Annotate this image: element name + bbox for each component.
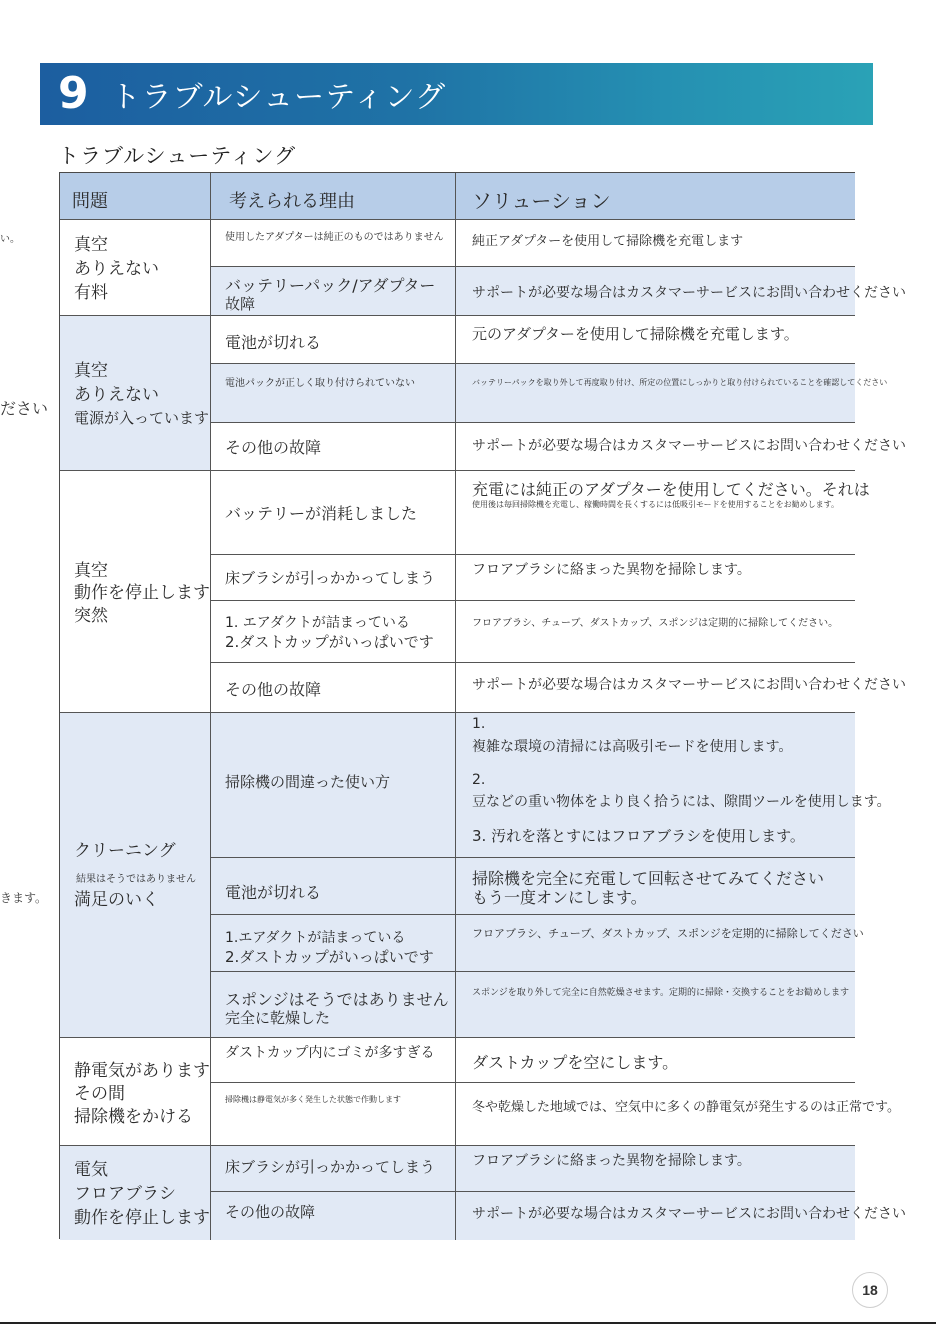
- problem-5-line-2: その間: [74, 1084, 125, 1104]
- reason-2-3: その他の故障: [225, 438, 322, 457]
- problem-1-line-3: 有料: [74, 283, 108, 303]
- solution-2-2: バッテリーパックを取り外して再度取り付け、所定の位置にしっかりと取り付けられていることを確認してください: [472, 378, 888, 387]
- solution-5-1: ダストカップを空にします。: [472, 1053, 679, 1072]
- header-problem-cell: [60, 173, 211, 220]
- solution-cell-5-1: [456, 1038, 855, 1083]
- reason-cell-3-1: [211, 471, 456, 555]
- solution-5-2: 冬や乾燥した地域では、空気中に多くの静電気が発生するのは正常です。: [472, 1100, 900, 1115]
- header-problem: 問題: [72, 191, 108, 212]
- solution-3-4: サポートが必要な場合はカスタマーサービスにお問い合わせください: [472, 677, 906, 693]
- solution-6-1: フロアブラシに絡まった異物を掃除します。: [472, 1153, 751, 1169]
- chapter-title: トラブルシューティング: [110, 80, 447, 115]
- reason-5-2: 掃除機は静電気が多く発生した状態で作動します: [225, 1095, 401, 1104]
- edge-text-2: ださい: [0, 399, 49, 418]
- reason-4-3-line-2: 2.ダストカップがいっぱいです: [225, 948, 434, 966]
- section-title: トラブルシューティング: [58, 144, 297, 168]
- problem-cell-1: [60, 220, 211, 316]
- reason-cell-1-2: [211, 267, 456, 316]
- reason-cell-1-1: [211, 220, 456, 267]
- reason-cell-4-3: [211, 915, 456, 972]
- reason-3-3-line-2: 2.ダストカップがいっぱいです: [225, 633, 434, 651]
- solution-4-1-line-3: 2.: [472, 772, 486, 788]
- solution-cell-2-1: [456, 316, 855, 364]
- solution-3-1: 充電には純正のアダプターを使用してください。それは: [472, 480, 870, 499]
- problem-5-line-1: 静電気があります: [74, 1061, 210, 1081]
- solution-cell-2-2: [456, 364, 888, 423]
- solution-cell-3-4: [456, 663, 906, 713]
- solution-cell-3-3: [456, 601, 855, 663]
- problem-cell-4: [60, 713, 211, 1038]
- reason-4-3-line-1: 1.エアダクトが詰まっている: [225, 930, 406, 946]
- solution-2-3: サポートが必要な場合はカスタマーサービスにお問い合わせください: [472, 438, 906, 454]
- problem-cell-6: [60, 1146, 211, 1240]
- header-reason: 考えられる理由: [229, 191, 355, 212]
- reason-1-2-line-1: バッテリーパック/アダプター: [225, 276, 436, 295]
- solution-cell-4-1: [456, 713, 891, 858]
- solution-cell-3-2: [456, 555, 855, 601]
- solution-3-1-note: 使用後は毎回掃除機を充電し、稼働時間を長くするには低吸引モードを使用することをお勧めします。: [472, 500, 840, 509]
- reason-1-2-line-2: 故障: [225, 295, 256, 313]
- problem-4-line-1: クリーニング: [74, 841, 176, 861]
- problem-4-line-3: 満足のいく: [74, 890, 159, 910]
- solution-cell-6-2: [456, 1192, 906, 1240]
- reason-3-2: 床ブラシが引っかかってしまう: [225, 569, 436, 587]
- reason-4-4-line-2: 完全に乾燥した: [225, 1009, 331, 1027]
- reason-2-1: 電池が切れる: [225, 333, 322, 352]
- solution-cell-3-1: [456, 471, 870, 555]
- chapter-banner: [40, 63, 873, 125]
- chapter-number: 9: [58, 68, 89, 119]
- reason-cell-6-1: [211, 1146, 456, 1192]
- problem-6-line-3: 動作を停止します: [74, 1208, 210, 1228]
- reason-cell-3-3: [211, 601, 456, 663]
- problem-6-line-1: 電気: [74, 1160, 108, 1180]
- solution-4-2-line-1: 掃除機を完全に充電して回転させてみてください: [472, 869, 825, 888]
- reason-6-1: 床ブラシが引っかかってしまう: [225, 1158, 436, 1176]
- solution-4-1-line-4: 豆などの重い物体をより良く拾うには、隙間ツールを使用します。: [472, 794, 891, 810]
- problem-cell-5: [60, 1038, 211, 1146]
- reason-3-1: バッテリーが消耗しました: [225, 504, 418, 523]
- solution-3-3: フロアブラシ、チューブ、ダストカップ、スポンジは定期的に掃除してください。: [472, 618, 839, 629]
- problem-2-line-3: 電源が入っています: [74, 409, 210, 427]
- problem-cell-2: [60, 316, 211, 471]
- solution-cell-4-3: [456, 915, 864, 972]
- edge-text-3: きます。: [0, 891, 48, 905]
- reason-3-4: その他の故障: [225, 680, 322, 699]
- reason-1-1: 使用したアダプターは純正のものではありません: [225, 232, 444, 243]
- solution-1-2: サポートが必要な場合はカスタマーサービスにお問い合わせください: [472, 285, 906, 301]
- reason-4-2: 電池が切れる: [225, 883, 322, 902]
- reason-5-1: ダストカップ内にゴミが多すぎる: [225, 1045, 435, 1061]
- reason-cell-2-3: [211, 423, 456, 471]
- solution-cell-4-2: [456, 858, 855, 915]
- problem-3-line-2: 動作を停止します: [74, 583, 210, 603]
- reason-cell-4-2: [211, 858, 456, 915]
- problem-5-line-3: 掃除機をかける: [74, 1107, 193, 1127]
- reason-4-1: 掃除機の間違った使い方: [225, 773, 391, 791]
- solution-4-2-line-2: もう一度オンにします。: [472, 888, 647, 907]
- header-reason-cell: [211, 173, 456, 220]
- header-solution: ソリューション: [472, 189, 611, 213]
- problem-4-line-2: 結果はそうではありません: [76, 874, 196, 885]
- reason-cell-6-2: [211, 1192, 456, 1240]
- problem-cell-3: [60, 471, 211, 713]
- reason-cell-4-4: [211, 972, 456, 1038]
- reason-cell-2-2: [211, 364, 456, 423]
- solution-cell-1-1: [456, 220, 855, 267]
- edge-text-1: い。: [0, 234, 20, 245]
- solution-cell-4-4: [456, 972, 855, 1038]
- solution-3-2: フロアブラシに絡まった異物を掃除します。: [472, 562, 751, 578]
- solution-6-2: サポートが必要な場合はカスタマーサービスにお問い合わせください: [472, 1206, 906, 1222]
- problem-2-line-2: ありえない: [74, 385, 159, 405]
- reason-6-2: その他の故障: [225, 1203, 316, 1221]
- solution-4-1-line-5: 3. 汚れを落とすにはフロアブラシを使用します。: [472, 827, 805, 845]
- reason-4-4-line-1: スポンジはそうではありません: [225, 990, 449, 1009]
- solution-cell-2-3: [456, 423, 906, 471]
- solution-1-1: 純正アダプターを使用して掃除機を充電します: [472, 234, 744, 249]
- reason-cell-4-1: [211, 713, 456, 858]
- solution-4-1-line-1: 1.: [472, 716, 486, 732]
- header-solution-cell: [456, 173, 855, 220]
- page-number: 18: [852, 1272, 888, 1308]
- reason-2-2: 電池パックが正しく取り付けられていない: [225, 378, 415, 389]
- solution-2-1: 元のアダプターを使用して掃除機を充電します。: [472, 325, 799, 343]
- solution-4-3: フロアブラシ、チューブ、ダストカップ、スポンジを定期的に掃除してください: [472, 927, 864, 940]
- reason-cell-3-4: [211, 663, 456, 713]
- solution-4-4: スポンジを取り外して完全に自然乾燥させます。定期的に掃除・交換することをお勧めします: [472, 988, 850, 998]
- problem-6-line-2: フロアブラシ: [74, 1184, 176, 1204]
- solution-cell-1-2: [456, 267, 906, 316]
- reason-cell-5-1: [211, 1038, 456, 1083]
- reason-3-3-line-1: 1. エアダクトが詰まっている: [225, 615, 410, 631]
- solution-cell-5-2: [456, 1083, 900, 1146]
- troubleshooting-table: [59, 172, 906, 1239]
- solution-cell-6-1: [456, 1146, 855, 1192]
- reason-cell-2-1: [211, 316, 456, 364]
- reason-cell-3-2: [211, 555, 456, 601]
- problem-1-line-2: ありえない: [74, 259, 159, 279]
- reason-cell-5-2: [211, 1083, 456, 1146]
- problem-3-line-1: 真空: [74, 561, 108, 581]
- solution-4-1-line-2: 複雑な環境の清掃には高吸引モードを使用します。: [472, 739, 793, 755]
- problem-3-line-3: 突然: [74, 606, 108, 626]
- problem-1-line-1: 真空: [74, 235, 108, 255]
- problem-2-line-1: 真空: [74, 361, 108, 381]
